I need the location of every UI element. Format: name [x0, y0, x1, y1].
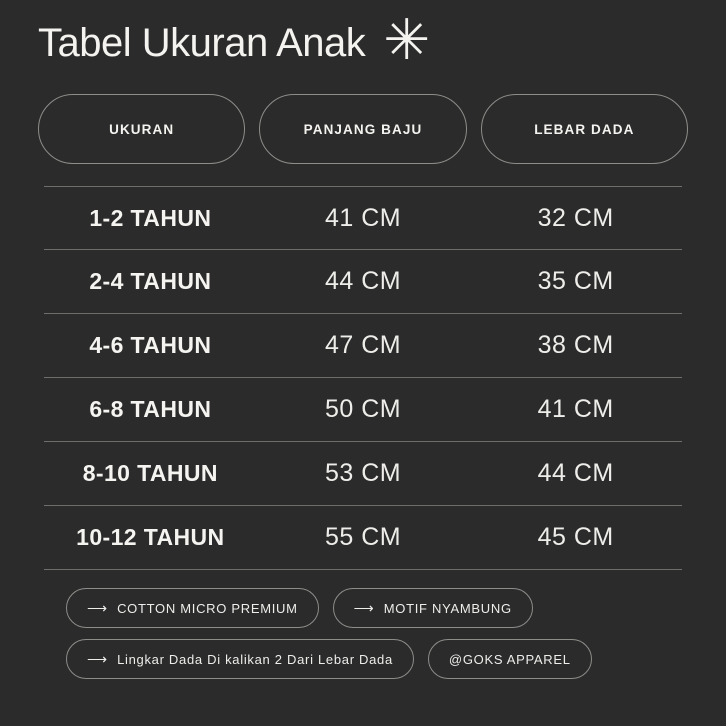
- note-label: MOTIF NYAMBUNG: [383, 600, 512, 616]
- column-header-ukuran: UKURAN: [38, 94, 245, 164]
- cell-length: 53 CM: [324, 459, 402, 487]
- cell-chest: 44 CM: [537, 459, 614, 487]
- cell-length: 55 CM: [324, 523, 402, 551]
- cell-size: 10-12 TAHUN: [76, 524, 225, 550]
- cell-chest: 41 CM: [537, 395, 614, 423]
- table-row: [44, 506, 682, 570]
- note-brand-handle: [428, 639, 592, 679]
- table-row: [44, 186, 682, 250]
- note-cotton-micro-premium: [66, 588, 319, 628]
- cell-size: 1-2 TAHUN: [89, 204, 212, 231]
- note-label: COTTON MICRO PREMIUM: [117, 600, 298, 616]
- column-header-panjang-baju: PANJANG BAJU: [259, 94, 466, 164]
- table-row: [44, 378, 682, 442]
- notes-row-2: [66, 639, 660, 679]
- table-row: [44, 442, 682, 506]
- table-row: [44, 250, 682, 314]
- cell-chest: 45 CM: [537, 523, 614, 551]
- table-header-pills: [38, 94, 688, 164]
- cell-length: 41 CM: [324, 203, 402, 232]
- note-lingkar-dada: [66, 639, 414, 679]
- cell-size: 2-4 TAHUN: [89, 268, 212, 294]
- cell-size: 8-10 TAHUN: [82, 460, 218, 486]
- title-row: [38, 0, 688, 72]
- notes-section: [38, 588, 688, 679]
- brand-handle-label: @GOKS APPAREL: [448, 651, 571, 667]
- size-table: [38, 186, 688, 570]
- column-header-lebar-dada: LEBAR DADA: [481, 94, 688, 164]
- note-motif-nyambung: [333, 588, 533, 628]
- note-label: Lingkar Dada Di kalikan 2 Dari Lebar Dada: [117, 651, 393, 667]
- cell-size: 6-8 TAHUN: [89, 396, 212, 422]
- cell-chest: 35 CM: [537, 267, 614, 295]
- cell-length: 47 CM: [324, 331, 402, 359]
- cell-chest: 32 CM: [537, 203, 614, 232]
- arrow-right-icon: ⟶: [353, 600, 372, 616]
- table-row: [44, 314, 682, 378]
- arrow-right-icon: ⟶: [87, 600, 106, 616]
- page-title: Tabel Ukuran Anak: [38, 21, 366, 65]
- cell-length: 44 CM: [324, 267, 402, 295]
- arrow-right-icon: ⟶: [87, 651, 106, 667]
- cell-size: 4-6 TAHUN: [89, 332, 212, 358]
- cell-chest: 38 CM: [537, 331, 614, 359]
- cell-length: 50 CM: [324, 395, 402, 423]
- notes-row-1: [66, 588, 660, 628]
- asterisk-icon: ✳: [383, 8, 431, 71]
